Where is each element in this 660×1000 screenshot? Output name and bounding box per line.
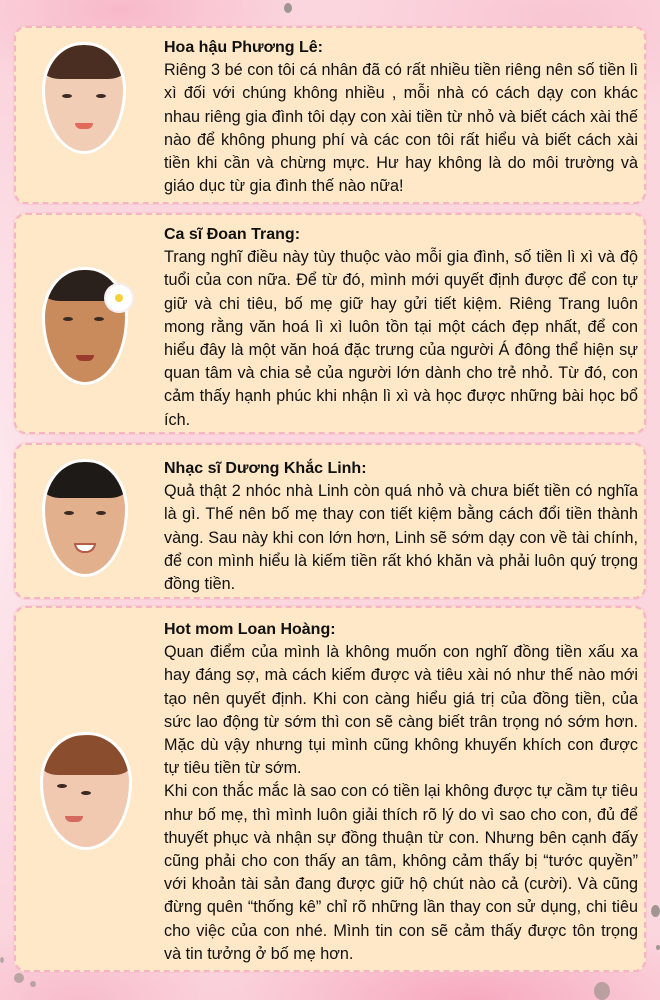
- quote-paragraph: Quả thật 2 nhóc nhà Linh còn quá nhỏ và chưa biết tiền có nghĩa là gì. Thế nên bố mẹ thay con tiết kiệm bằng cách đổi tiền thành vàng. Sau này khi con lớn hơn, Linh sẽ sớm dạy con về tài chính, để con mình hiểu là kiếm tiền rất khó khăn và phải luôn quý trọng đồng tiền.: [164, 482, 638, 594]
- quote-text-block: [164, 457, 638, 596]
- smiling-woman-avatar: [40, 732, 132, 850]
- quote-text-block: [164, 618, 638, 966]
- ink-speck-decoration: [30, 981, 36, 987]
- speaker-name: Nhạc sĩ Dương Khắc Linh:: [164, 460, 367, 477]
- quote-card-loan-hoang: [14, 606, 646, 972]
- quote-paragraph: Quan điểm của mình là không muốn con nghĩ đồng tiền xấu xa hay đáng sợ, mà cách kiếm được và tiêu xài nó như thế nào mới tạo nên quyết định. Khi con càng hiểu giá trị của đồng tiền, của sức lao động từ sớm thì con sẽ càng biết trân trọng nó sớm hơn. Mặc dù vậy nhưng tụi mình cũng không khuyến khích con được tự tiêu tiền từ sớm.: [164, 643, 638, 778]
- ink-speck-decoration: [284, 3, 292, 13]
- quote-text-block: [164, 36, 638, 198]
- quote-paragraph: Khi con thắc mắc là sao con có tiền lại không được tự cầm tự tiêu như bố mẹ, thì mình luôn giải thích rõ lý do vì sao cho con, đủ để thuyết phục và nhận sự đồng thuận từ con. Nhưng bên cạnh đấy cũng phải cho con thấy an tâm, không cảm thấy bị “tước quyền” với khoản tài sản đang được giữ hộ chút nào cả (cười). Và cũng đừng quên “thống kê” chỉ rõ những lần thay con sử dụng, chi tiêu cho việc của con nhé. Mình tin con sẽ cảm thấy được tôn trọng và tin tưởng ở bố mẹ hơn.: [164, 782, 638, 963]
- quote-card-phuong-le: [14, 26, 646, 204]
- speaker-name: Hoa hậu Phương Lê:: [164, 39, 323, 56]
- quote-paragraph: Trang nghĩ điều này tùy thuộc vào mỗi gia đình, số tiền lì xì và độ tuổi của con nữa. Để từ đó, mình mới quyết định được để con tự giữ và chi tiêu, bố mẹ giữ hay gửi tiết kiệm. Riêng Trang luôn mong rằng văn hoá lì xì luôn tồn tại một cách đẹp nhất, để con hiểu đây là một văn hoá đặc trưng của người Á đông thể hiện sự quan tâm và chia sẻ của người lớn dành cho trẻ nhỏ. Từ đó, con cảm thấy hạnh phúc khi nhận lì xì và học được những bài học bổ ích.: [164, 248, 638, 429]
- ink-speck-decoration: [594, 982, 610, 1000]
- man-face-avatar: [42, 459, 128, 577]
- speaker-name: Ca sĩ Đoan Trang:: [164, 226, 301, 243]
- ink-speck-decoration: [14, 973, 24, 983]
- quote-card-duong-khac-linh: [14, 443, 646, 599]
- ink-speck-decoration: [651, 905, 660, 917]
- woman-face-avatar: [42, 42, 126, 154]
- woman-with-flower-avatar: [42, 267, 128, 385]
- ink-speck-decoration: [656, 945, 660, 950]
- quote-card-doan-trang: [14, 213, 646, 434]
- speaker-name: Hot mom Loan Hoàng:: [164, 621, 336, 638]
- flower-icon: [106, 285, 132, 311]
- ink-speck-decoration: [0, 957, 4, 963]
- quote-text-block: [164, 223, 638, 432]
- quote-paragraph: Riêng 3 bé con tôi cá nhân đã có rất nhiều tiền riêng nên số tiền lì xì đối với chúng không nhiều , mỗi nhà có cách dạy con khác nhau riêng gia đình tôi dạy con xài tiền từ nhỏ và biết cách xài thế nào để không phung phí và các con tôi rất hiểu và biết cách xài tiền khi cần và chừng mực. Hư hay không là do môi trường và giáo dục từ gia đình thế nào nữa!: [164, 61, 638, 196]
